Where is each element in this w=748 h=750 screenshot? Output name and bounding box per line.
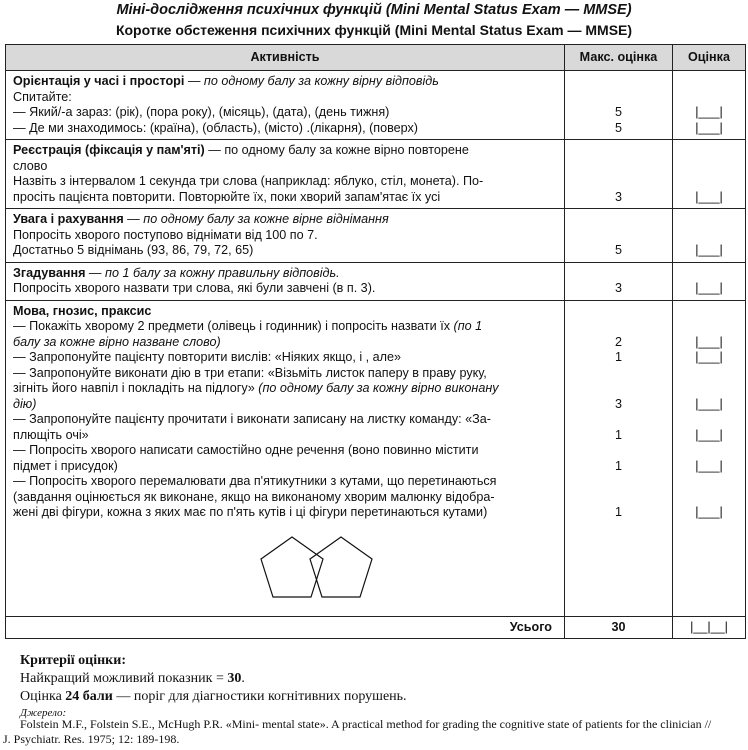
max-score-value: 5 bbox=[614, 105, 622, 119]
instruction-text: просіть пацієнта повторити. Повторюйте їх, поки хворий запам'ятає їх усі bbox=[13, 189, 441, 204]
instruction-note: дію) bbox=[13, 396, 37, 411]
max-score-value: 1 bbox=[614, 427, 622, 442]
instruction-text: — Запропонуйте пацієнту повторити вислів: «Ніяких якщо, і , але» bbox=[13, 350, 402, 364]
intersecting-pentagons-figure bbox=[259, 535, 399, 605]
score-cell bbox=[673, 209, 746, 263]
instruction-note: балу за кожне вірно назване слово) bbox=[13, 334, 221, 349]
instruction-text: Попросіть хворого поступово віднімати від 100 по 7. bbox=[13, 227, 318, 242]
activity-cell bbox=[6, 209, 565, 263]
instruction-text: (завдання оцінюється як виконане, якщо на виконаному хворим малюнку відобра- bbox=[13, 489, 495, 504]
max-score-cell bbox=[565, 262, 673, 300]
instruction-text: зігніть його навпіл і покладіть на підлогу» bbox=[13, 381, 259, 395]
reference-line-2: J. Psychiatr. Res. 1975; 12: 189-198. bbox=[3, 732, 180, 746]
section-heading: Мова, гнозис, праксис bbox=[13, 303, 152, 318]
instruction-text: слово bbox=[13, 158, 48, 173]
activity-cell bbox=[6, 262, 565, 300]
instruction-text: — Попросіть хворого перемалювати два п'ятикутники з кутами, що перетинаються bbox=[13, 474, 497, 488]
instruction-text: Достатньо 5 віднімань (93, 86, 79, 72, 65) bbox=[13, 243, 254, 257]
section-heading: Увага і рахування bbox=[13, 212, 124, 226]
title-main: Коротке обстеження психічних функцій (Mini Mental Status Exam — MMSE) bbox=[115, 22, 633, 38]
section-note: — по 1 балу за кожну правильну відповідь. bbox=[85, 265, 340, 280]
score-cell bbox=[673, 71, 746, 140]
instruction-text: — Запропонуйте виконати дію в три етапи: «Візьміть листок паперу в праву руку, bbox=[13, 365, 487, 380]
score-blank[interactable]: |___| bbox=[695, 120, 723, 135]
instruction-note: (по 1 bbox=[453, 319, 483, 333]
mmse-table bbox=[5, 44, 746, 639]
score-cell bbox=[673, 140, 746, 209]
criteria-best-line: Найкращий можливий показник = 30. bbox=[20, 671, 245, 686]
max-score-cell bbox=[565, 300, 673, 616]
max-score-value: 1 bbox=[614, 505, 622, 519]
instruction-text: — Запропонуйте пацієнту прочитати і виконати записану на листку команду: «За- bbox=[13, 412, 491, 426]
section-heading: Орієнтація у часі і просторі bbox=[13, 74, 185, 88]
max-score-value: 5 bbox=[614, 243, 622, 257]
table-header-row bbox=[6, 45, 746, 71]
max-score-cell bbox=[565, 140, 673, 209]
instruction-note: (по одному балу за кожну вірно виконану bbox=[258, 381, 499, 395]
pentagon-left bbox=[261, 537, 323, 597]
score-blank[interactable]: |___| bbox=[695, 281, 723, 295]
source-label: Джерело: bbox=[20, 707, 67, 719]
table-row-attention bbox=[6, 209, 746, 263]
section-note: — по одному балу за кожне вірно повторене bbox=[204, 143, 469, 157]
table-row-orientation bbox=[6, 71, 746, 140]
max-score-value: 3 bbox=[614, 189, 622, 204]
section-heading: Згадування bbox=[13, 265, 86, 280]
instruction-text: підмет і присудок) bbox=[13, 458, 118, 473]
scoring-criteria bbox=[20, 652, 745, 720]
total-max-score: 30 bbox=[565, 616, 673, 639]
activity-cell bbox=[6, 140, 565, 209]
score-blank[interactable]: |___| bbox=[695, 334, 723, 349]
score-blank[interactable]: |___| bbox=[695, 505, 723, 519]
instruction-text: — Де ми знаходимось: (країна), (область), (місто) .(лікарня), (поверх) bbox=[13, 120, 419, 135]
table-row-total bbox=[6, 616, 746, 639]
score-blank[interactable]: |___| bbox=[695, 243, 723, 257]
score-blank[interactable]: |___| bbox=[695, 396, 723, 411]
section-note: — по одному балу за кожне вірне віднімання bbox=[123, 212, 389, 226]
instruction-text: Назвіть з інтервалом 1 секунда три слова (наприклад: яблуко, стіл, монета). По- bbox=[13, 174, 484, 188]
instruction-text: плющіть очі» bbox=[13, 427, 89, 442]
max-score-cell bbox=[565, 71, 673, 140]
title-italic: Міні-дослідження психічних функцій (Mini Mental Status Exam — MMSE) bbox=[116, 2, 632, 18]
max-score-cell bbox=[565, 209, 673, 263]
criteria-heading: Критерії оцінки: bbox=[20, 653, 126, 668]
score-cell bbox=[673, 300, 746, 616]
instruction-text: Попросіть хворого назвати три слова, які були завчені (в п. 3). bbox=[13, 281, 376, 295]
max-score-value: 2 bbox=[614, 334, 622, 349]
score-blank[interactable]: |___| bbox=[695, 189, 723, 204]
activity-cell bbox=[6, 300, 565, 616]
max-score-value: 3 bbox=[614, 281, 622, 295]
max-score-value: 5 bbox=[614, 120, 622, 135]
table-row-registration bbox=[6, 140, 746, 209]
instruction-text: — Попросіть хворого написати самостійно одне речення (воно повинно містити bbox=[13, 443, 479, 457]
score-blank[interactable]: |___| bbox=[695, 458, 723, 473]
table-row-recall bbox=[6, 262, 746, 300]
table-row-language bbox=[6, 300, 746, 616]
score-cell bbox=[673, 262, 746, 300]
reference-line-1: Folstein M.F., Folstein S.E., McHugh P.R. «Mini- mental state». A practical method for grading the cognitive state of patients for the clinician // bbox=[20, 717, 712, 731]
header-activity: Активність bbox=[6, 45, 565, 71]
instruction-text: Спитайте: bbox=[13, 89, 72, 104]
score-blank[interactable]: |___| bbox=[695, 427, 723, 442]
source-reference bbox=[3, 717, 745, 747]
max-score-value: 1 bbox=[614, 350, 622, 364]
instruction-text: — Який/-а зараз: (рік), (пора року), (місяць), (дата), (день тижня) bbox=[13, 105, 390, 119]
max-score-value: 3 bbox=[614, 396, 622, 411]
max-score-value: 1 bbox=[614, 458, 622, 473]
header-max-score: Макс. оцінка bbox=[565, 45, 673, 71]
criteria-threshold-line: Оцінка 24 бали — поріг для діагностики когнітивних порушень. bbox=[20, 689, 407, 704]
score-blank[interactable]: |___| bbox=[695, 350, 723, 364]
header-score: Оцінка bbox=[673, 45, 746, 71]
total-label: Усього bbox=[6, 616, 565, 639]
section-heading: Реєстрація (фіксація у пам'яті) bbox=[13, 143, 205, 157]
score-blank[interactable]: |___| bbox=[695, 105, 723, 119]
total-score-blank[interactable]: |__|__| bbox=[673, 616, 746, 639]
instruction-text: — Покажіть хворому 2 предмети (олівець і годинник) і попросіть назвати їх bbox=[13, 319, 454, 333]
activity-cell bbox=[6, 71, 565, 140]
instruction-text: жені дві фігури, кожна з яких має по п'ять кутів і ці фігури перетинаються кутами) bbox=[13, 505, 488, 519]
section-note: — по одному балу за кожну вірну відповідь bbox=[184, 74, 439, 88]
pentagon-right bbox=[310, 537, 372, 597]
